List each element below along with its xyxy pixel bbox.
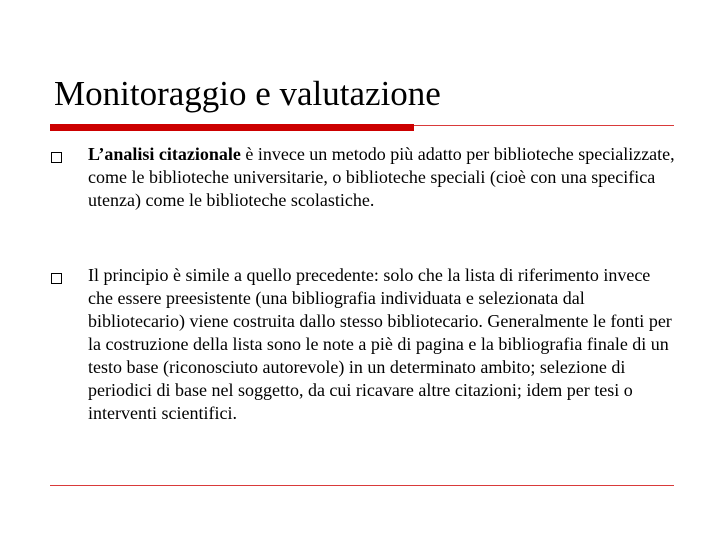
- bullet-item-2-text: Il principio è simile a quello precedente: solo che la lista di riferimento invece che essere preesistente (una bibliografia individuata e selezionata dal bibliotecario) viene costruita dallo stesso bibliotecario. Generalmente le fonti per la costruzione della lista sono le note a piè di pagina e la bibliografia finale di un testo base (riconosciuto autorevole) in un determinato ambito; selezione di periodici di base nel soggetto, da cui ricavare altre citazioni; idem per tesi o interventi scientifici.: [88, 265, 672, 423]
- footer-divider: [50, 485, 674, 486]
- bullet-box-icon: [51, 273, 62, 284]
- bullet-item-1: [88, 143, 678, 212]
- title-accent-bar: [50, 124, 414, 131]
- slide-title: Monitoraggio e valutazione: [54, 74, 441, 113]
- bullet-item-2: [88, 264, 678, 425]
- bullet-item-1-lead: L’analisi citazionale: [88, 144, 241, 164]
- bullet-box-icon: [51, 152, 62, 163]
- bullet-item-1-text: è invece un metodo più adatto per biblioteche specializzate, come le biblioteche universitarie, o biblioteche speciali (cioè con una specifica utenza) come le biblioteche scolastiche.: [88, 144, 675, 210]
